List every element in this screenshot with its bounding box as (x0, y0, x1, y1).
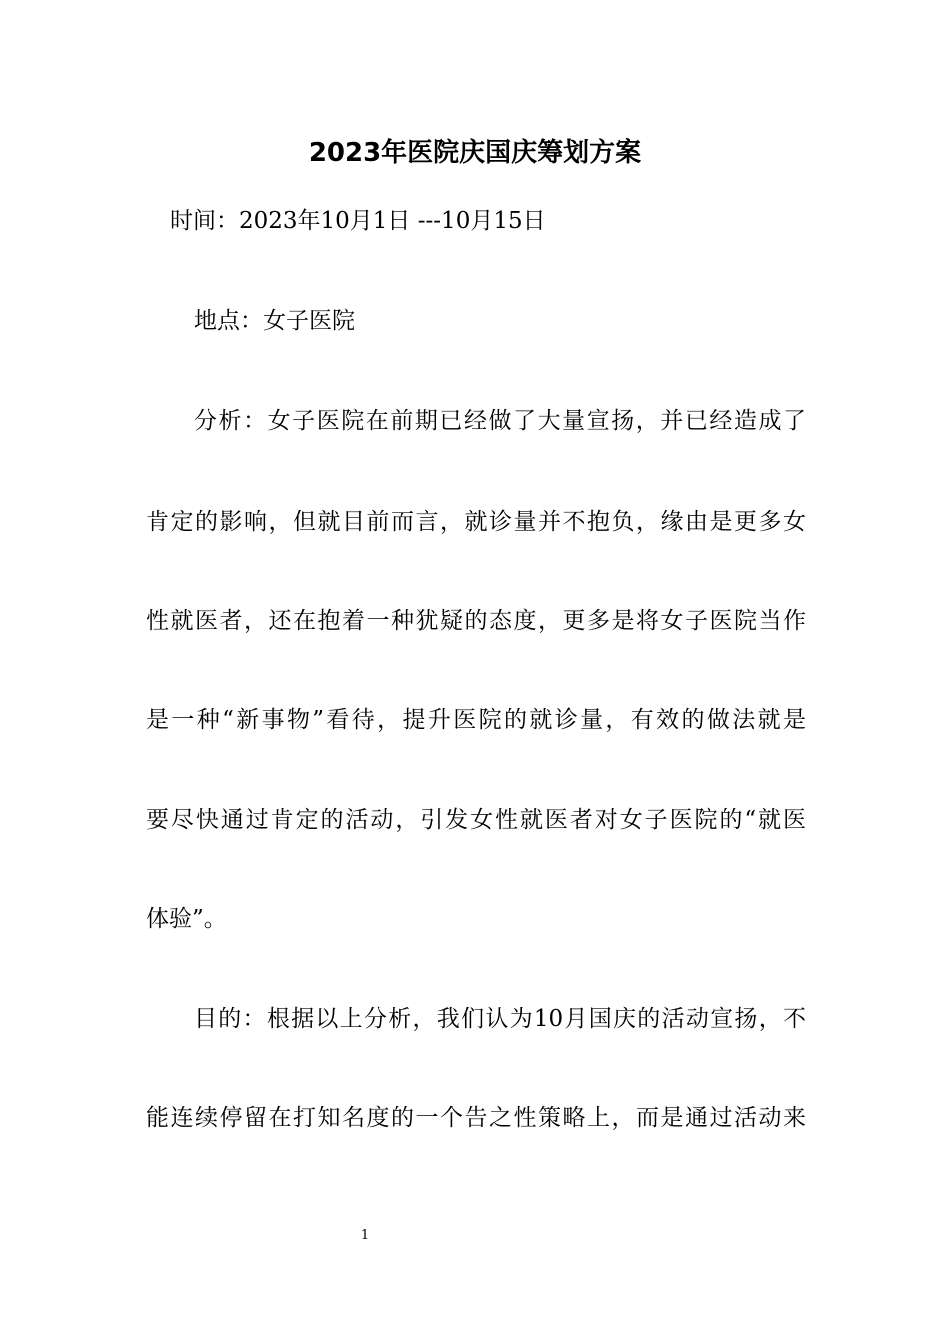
analysis-line: 是一种“新事物”看待，提升医院的就诊量，有效的做法就是 (146, 707, 806, 733)
page-number: 1 (360, 1228, 370, 1243)
analysis-line: 分析：女子医院在前期已经做了大量宣扬，并已经造成了 (194, 408, 806, 434)
purpose-line: 能连续停留在打知名度的一个告之性策略上，而是通过活动来 (146, 1105, 806, 1131)
time-line: 时间：2023年10月1日 ---10月15日 (170, 208, 546, 234)
analysis-line: 体验”。 (146, 906, 227, 932)
analysis-line: 要尽快通过肯定的活动，引发女性就医者对女子医院的“就医 (146, 807, 806, 833)
analysis-line: 肯定的影响，但就目前而言，就诊量并不抱负，缘由是更多女 (146, 509, 806, 535)
location-line: 地点：女子医院 (194, 308, 355, 334)
document-title: 2023年医院庆国庆筹划方案 (308, 138, 642, 168)
purpose-line: 目的：根据以上分析，我们认为10月国庆的活动宣扬，不 (194, 1006, 806, 1032)
analysis-line: 性就医者，还在抱着一种犹疑的态度，更多是将女子医院当作 (146, 608, 806, 634)
